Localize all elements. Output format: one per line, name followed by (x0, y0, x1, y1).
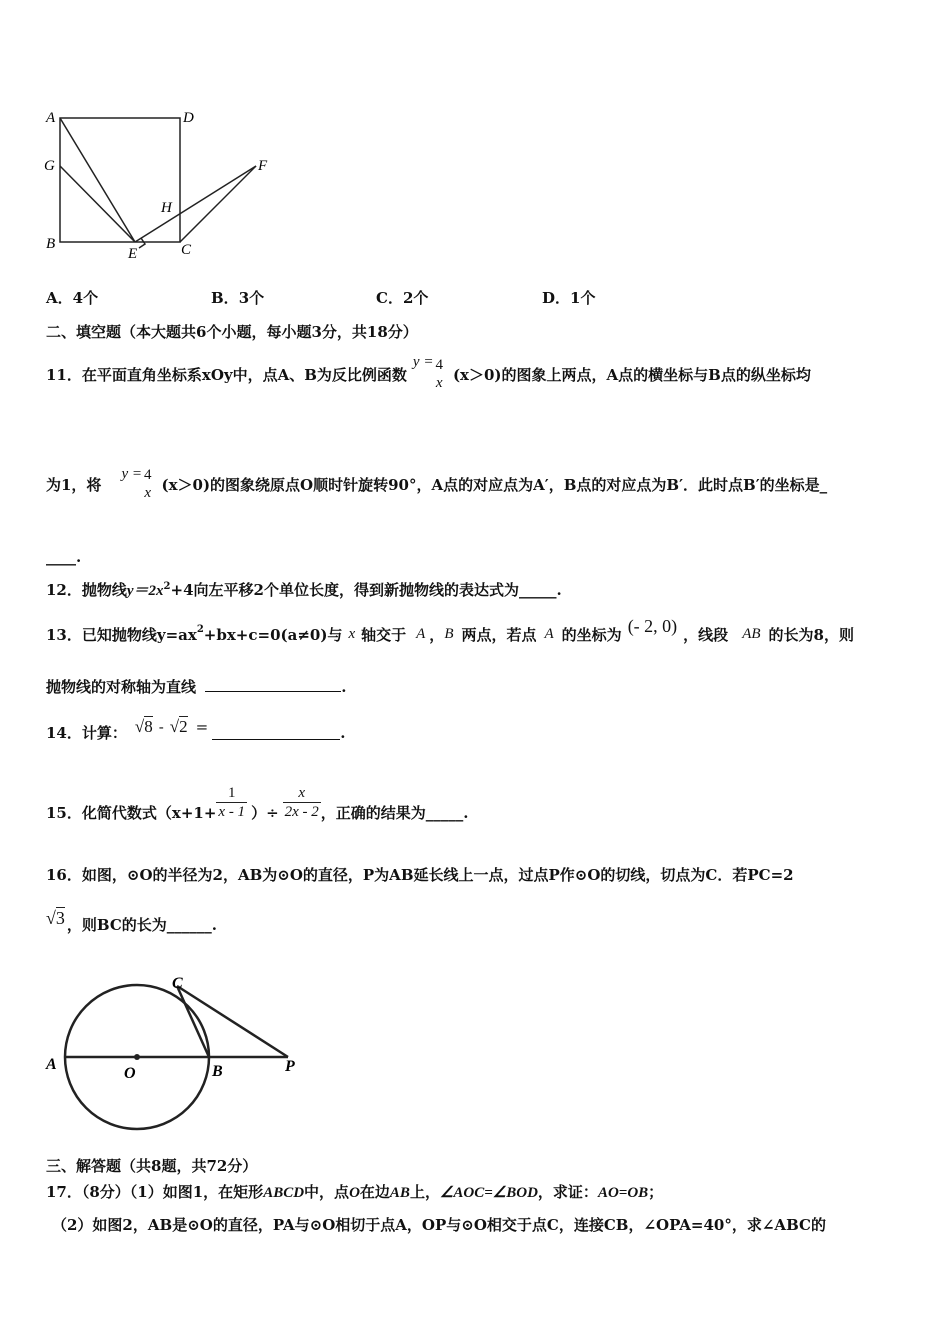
circle-figure (40, 968, 310, 1148)
q11-part1: 11．在平面直角坐标系xOy中，点A、B为反比例函数 (46, 365, 407, 384)
option-d (542, 287, 595, 308)
q15-part1: 15．化简代数式（x+1+ (46, 803, 217, 822)
q17-line1-a: 17．（8分）（1）如图1，在矩形 (46, 1183, 264, 1201)
option-a-letter: A． (46, 289, 73, 307)
q13-part2: +bx+c=0(a≠0)与 (203, 625, 343, 644)
option-c-text: 2个 (402, 289, 429, 307)
q11-frac2-den: x (144, 485, 152, 501)
q17-abcd: ABCD (263, 1185, 305, 1201)
option-a-text: 4个 (72, 289, 99, 307)
q17-o: O (349, 1185, 360, 1201)
q16-sqrt: √3 (46, 908, 65, 928)
q13-part7: 的长为8，则 (768, 625, 854, 644)
option-d-letter: D． (542, 289, 571, 307)
label-h: H (161, 200, 172, 216)
square-abcd (60, 118, 180, 242)
label-f: F (258, 158, 268, 174)
label-b: B (212, 1063, 223, 1080)
option-b (211, 287, 264, 308)
option-c (376, 287, 428, 308)
q13-x: x (348, 625, 356, 642)
q17-line1 (46, 1181, 663, 1202)
label-c: C (181, 242, 192, 258)
q13-comma: ， (429, 625, 445, 644)
q13-line2 (46, 676, 346, 697)
q13-a2: A (544, 625, 554, 642)
option-d-text: 1个 (570, 289, 596, 307)
label-d: D (183, 110, 194, 126)
label-p: P (285, 1058, 295, 1075)
q11-fraction (433, 356, 445, 392)
q11-part4: (x＞0)的图象绕原点O顺时针旋转90°，A点的对应点为A′，B点的对应点为B′．此时点B′的坐标是_ (161, 475, 828, 494)
q17-line1-e: ，求证： (537, 1183, 598, 1201)
q12-line (46, 579, 562, 600)
q14-sqrt2: √2 (169, 716, 188, 736)
q16-line1: 16．如图，⊙O的半径为2，AB为⊙O的直径，P为AB延长线上一点，过点P作⊙O的切线，切点为C．若PC=2 (46, 866, 794, 884)
q14-minus: - (158, 717, 164, 736)
square-figure (38, 104, 278, 264)
q17-ab: AB (389, 1185, 410, 1201)
label-c: C (172, 975, 183, 992)
segment-ef (135, 166, 256, 242)
q13-part8: 抛物线的对称轴为直线 (46, 678, 197, 696)
label-g: G (44, 158, 55, 174)
q11-func-y2: y = (121, 465, 142, 482)
q11-part5: ____. (46, 548, 82, 566)
q11-frac2-num: 4 (143, 467, 152, 483)
q15-line (46, 778, 469, 826)
q15-f1-den: x - 1 (218, 803, 246, 820)
q15-f1-num: 1 (227, 784, 236, 801)
option-b-letter: B． (211, 289, 239, 307)
segment-ae (60, 118, 135, 242)
option-a (46, 287, 98, 308)
section3-title: 三、解答题（共8题，共72分） (46, 1157, 258, 1175)
q11-fraction2 (142, 466, 154, 502)
q14-r2: 2 (179, 716, 188, 736)
q17-line1-f: ； (648, 1183, 664, 1201)
q16-sqrt-value: 3 (55, 908, 65, 928)
q13-part4: 两点，若点 (461, 625, 537, 644)
q14-end: . (340, 723, 346, 742)
q13-b: B (444, 625, 454, 642)
center-dot (134, 1054, 140, 1060)
option-b-text: 3个 (238, 289, 265, 307)
q17-angle-eq: ∠AOC=∠BOD (439, 1185, 538, 1201)
q13-line1 (46, 614, 854, 654)
q17-line1-b: 中，点 (304, 1183, 350, 1201)
q13-a: A (416, 625, 426, 642)
q14-line (46, 716, 346, 743)
q17-line1-c: 在边 (359, 1183, 390, 1201)
q15-f2-den: 2x - 2 (284, 803, 319, 820)
label-o: O (124, 1065, 136, 1082)
q12-sup: 2 (163, 581, 171, 592)
q11-frac-den: x (435, 375, 443, 391)
label-a: A (46, 1056, 57, 1073)
q11-part2: (x＞0)的图象上两点，A点的横坐标与B点的纵坐标均 (452, 365, 811, 384)
q14-eq: = (195, 717, 209, 736)
q11-part3: 为1，将 (46, 475, 102, 494)
label-b: B (46, 236, 56, 252)
q13-end: . (341, 678, 347, 696)
q14-blank (212, 725, 340, 740)
q13-part3: 轴交于 (361, 625, 407, 644)
q11-func-y: y = (412, 353, 434, 370)
q17-proof: AO=OB (597, 1185, 649, 1201)
label-e: E (128, 246, 138, 262)
segment-cf (180, 166, 256, 242)
q11-line2 (46, 456, 827, 512)
q11-line1 (46, 346, 811, 402)
q12-expr: y＝2x (126, 583, 164, 599)
q11-frac-num: 4 (435, 357, 443, 373)
q15-div: ）÷ (251, 803, 279, 822)
q15-f2-num: x (298, 784, 306, 801)
q15-fraction1 (216, 784, 247, 821)
q13-sup: 2 (196, 623, 204, 635)
section2-title: 二、填空题（本大题共6个小题，每小题3分，共18分） (46, 323, 418, 341)
q16-part2: ，则BC的长为______. (66, 916, 218, 934)
q14-sqrt1: √8 (134, 716, 153, 736)
q12-part2: +4向左平移2个单位长度，得到新抛物线的表达式为_____. (170, 581, 562, 599)
q13-part6: ，线段 (683, 625, 729, 644)
option-c-letter: C． (376, 289, 403, 307)
q13-blank (205, 677, 341, 692)
q14-part1: 14．计算： (46, 724, 127, 742)
q14-r1: 8 (144, 716, 153, 736)
q13-part1: 13．已知抛物线y=ax (46, 625, 197, 644)
q12-part1: 12．抛物线 (46, 581, 127, 599)
q17-line2: （2）如图2，AB是⊙O的直径，PA与⊙O相切于点A，OP与⊙O相交于点C，连接CB，∠OPA=40°，求∠ABC的 (52, 1216, 826, 1234)
q15-part2: ，正确的结果为_____. (320, 803, 469, 822)
segment-ge (60, 166, 135, 242)
q16-line2 (46, 908, 218, 935)
q13-part5: 的坐标为 (561, 625, 622, 644)
label-a: A (46, 110, 56, 126)
q13-ab: AB (742, 625, 761, 642)
q17-line1-d: 上， (409, 1183, 440, 1201)
q15-fraction2 (283, 784, 321, 821)
q13-coord: (- 2, 0) (627, 615, 678, 636)
